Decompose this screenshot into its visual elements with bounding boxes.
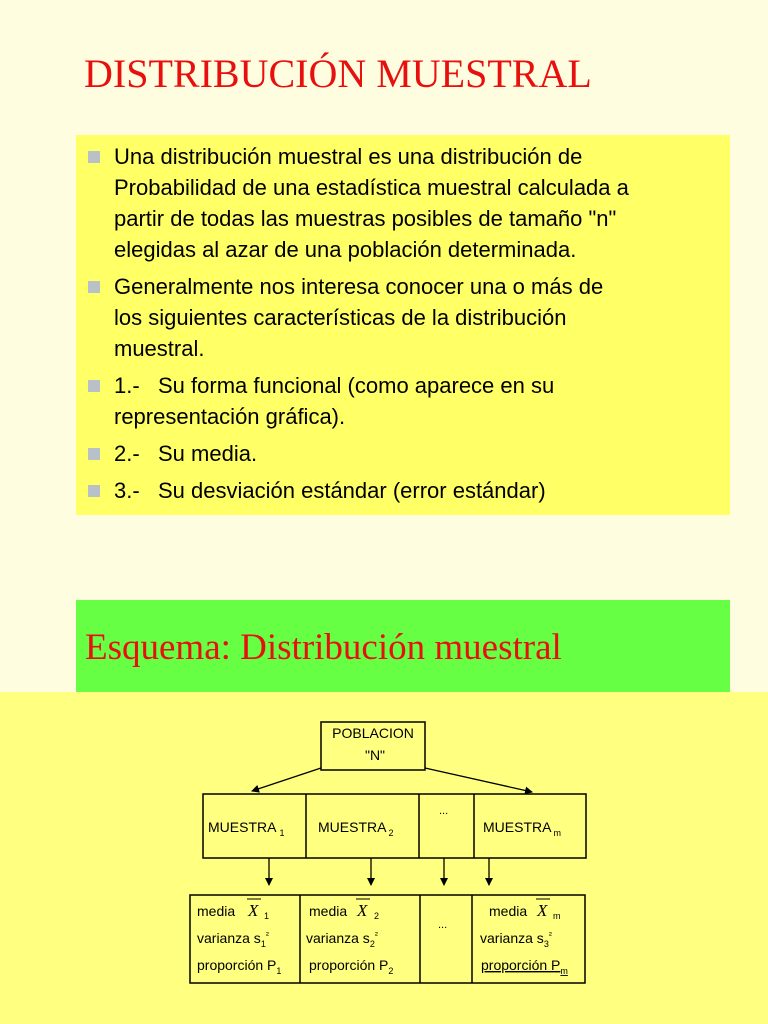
scheme-title-bar (76, 600, 730, 692)
bullet-item-1 (88, 141, 722, 265)
svg-text:1: 1 (264, 911, 270, 921)
arrow-to-sample-m (425, 768, 532, 792)
bullet-1-line-2: Probabilidad de una estadística muestral calculada a (114, 175, 629, 200)
square-bullet-icon (88, 380, 100, 392)
square-bullet-icon (88, 448, 100, 460)
stats-ellipsis: ... (438, 919, 448, 931)
slide-title: DISTRIBUCIÓN MUESTRAL (84, 51, 592, 96)
svg-text:2: 2 (374, 911, 380, 921)
svg-text:proporción P2: proporción $P_2$ (309, 957, 394, 976)
square-bullet-icon (88, 485, 100, 497)
xbar-symbol: X (357, 901, 368, 920)
sample-2-label: MUESTRA $_2$ (318, 819, 394, 838)
bullet-3-line-2: representación gráfica). (114, 404, 346, 429)
bullet-box (76, 135, 730, 515)
bullet-2-line-1: Generalmente nos interesa conocer una o más de (114, 274, 604, 299)
sample-m-label: MUESTRA $_m$ (483, 819, 561, 838)
bullet-2-line-2: los siguientes características de la distribución (114, 305, 567, 330)
bullet-item-3 (88, 370, 722, 432)
svg-text:m: m (553, 911, 561, 921)
bullet-5-line-1: 3.- Su desviación estándar (error estándar) (114, 478, 546, 503)
bullet-1-line-1: Una distribución muestral es una distribución de (114, 144, 583, 169)
bullet-4-line-1: 2.- Su media. (114, 441, 258, 466)
bullet-item-2 (88, 271, 722, 364)
svg-text:varianza s1²: varianza $s_1^{^2}$ (197, 930, 269, 949)
sample-ellipsis: ... (439, 805, 449, 817)
diagram-area (0, 692, 768, 1024)
bullet-2-line-3: muestral. (114, 336, 205, 361)
svg-text:media: media (309, 903, 348, 919)
sample-1-label: MUESTRA $_1$ (208, 819, 285, 838)
svg-text:varianza s3²: varianza $s_3^{^2}$ (480, 930, 552, 949)
population-label: POBLACION (332, 725, 414, 741)
xbar-symbol: X (537, 901, 548, 920)
svg-text:media: media (197, 903, 236, 919)
bullet-item-5 (88, 475, 722, 506)
svg-text:proporción Pm: proporción $P_m$ (481, 957, 568, 976)
arrow-to-sample-1 (252, 768, 321, 791)
bullet-3-line-1: 1.- Su forma funcional (como aparece en su (114, 373, 555, 398)
svg-text:varianza s2²: varianza $s_2^{^2}$ (306, 930, 378, 949)
bullet-1-line-4: elegidas al azar de una población determinada. (114, 237, 577, 262)
svg-text:media: media (489, 903, 528, 919)
bullet-item-4 (88, 438, 722, 469)
square-bullet-icon (88, 151, 100, 163)
svg-text:proporción P1: proporción $P_1$ (197, 957, 282, 976)
sampling-diagram (0, 692, 768, 1024)
xbar-symbol: X (248, 901, 259, 920)
bullet-1-line-3: partir de todas las muestras posibles de tamaño "n" (114, 206, 617, 231)
population-size-label: "N" (364, 747, 386, 763)
scheme-title: Esquema: Distribución muestral (85, 627, 562, 668)
square-bullet-icon (88, 281, 100, 293)
